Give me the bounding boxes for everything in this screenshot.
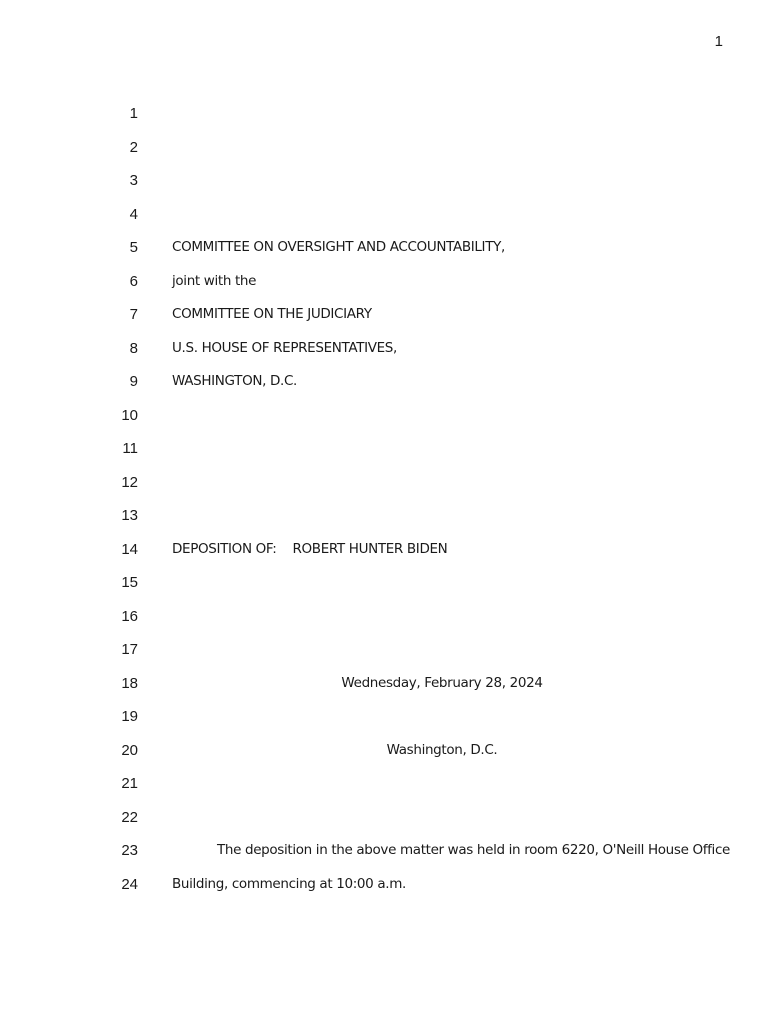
transcript-line xyxy=(0,734,768,768)
transcript-line xyxy=(0,432,768,466)
transcript-line xyxy=(0,667,768,701)
transcript-line xyxy=(0,198,768,232)
transcript-line xyxy=(0,265,768,299)
line-number: 14 xyxy=(121,540,138,558)
transcript-line xyxy=(0,700,768,734)
deposition-date: Wednesday, February 28, 2024 xyxy=(341,674,543,691)
line-number: 8 xyxy=(129,339,138,357)
deponent-name: ROBERT HUNTER BIDEN xyxy=(292,540,448,557)
line-number: 19 xyxy=(121,708,138,725)
line-number: 4 xyxy=(129,205,138,223)
line-number: 13 xyxy=(121,507,138,524)
transcript-line xyxy=(0,466,768,500)
transcript-line xyxy=(0,298,768,332)
transcript-line xyxy=(0,231,768,265)
deposition-of-line xyxy=(172,533,447,567)
line-number: 12 xyxy=(121,473,138,491)
line-number: 21 xyxy=(121,775,138,792)
transcript-line xyxy=(0,600,768,634)
line-number: 15 xyxy=(121,574,138,591)
transcript-line xyxy=(0,834,768,868)
committee-name: COMMITTEE ON OVERSIGHT AND ACCOUNTABILITY, xyxy=(172,239,505,255)
transcript-line xyxy=(0,97,768,131)
transcript-line xyxy=(0,566,768,600)
line-number: 2 xyxy=(129,138,138,156)
deposition-statement: The deposition in the above matter was held in room 6220, O'Neill House Office xyxy=(217,842,730,858)
transcript-line xyxy=(0,767,768,801)
line-number: 22 xyxy=(121,808,138,826)
joint-with-text: joint with the xyxy=(172,272,257,289)
transcript-line xyxy=(0,533,768,567)
line-number: 10 xyxy=(121,406,138,424)
location-text: WASHINGTON, D.C. xyxy=(172,373,297,389)
line-number: 3 xyxy=(129,172,138,189)
transcript-line xyxy=(0,499,768,533)
line-number: 9 xyxy=(129,373,138,390)
transcript-line xyxy=(0,332,768,366)
line-number: 20 xyxy=(121,741,138,759)
transcript-line xyxy=(0,131,768,165)
line-number: 7 xyxy=(129,306,138,323)
line-number: 5 xyxy=(129,239,138,256)
line-number: 1 xyxy=(129,105,138,122)
transcript-line xyxy=(0,164,768,198)
deposition-statement-continued: Building, commencing at 10:00 a.m. xyxy=(172,875,406,892)
page-number: 1 xyxy=(714,33,723,50)
line-number: 24 xyxy=(121,875,138,893)
line-number: 11 xyxy=(122,440,138,457)
house-name: U.S. HOUSE OF REPRESENTATIVES, xyxy=(172,339,397,356)
transcript-body xyxy=(0,97,768,901)
line-number: 17 xyxy=(121,641,138,658)
line-number: 16 xyxy=(121,607,138,625)
transcript-line xyxy=(0,801,768,835)
deposition-location: Washington, D.C. xyxy=(386,741,498,758)
transcript-line xyxy=(0,633,768,667)
line-number: 23 xyxy=(121,842,138,859)
deposition-label: DEPOSITION OF: xyxy=(172,540,277,557)
committee-name: COMMITTEE ON THE JUDICIARY xyxy=(172,306,372,322)
line-number: 6 xyxy=(129,272,138,290)
transcript-line xyxy=(0,399,768,433)
transcript-line xyxy=(0,365,768,399)
line-number: 18 xyxy=(121,674,138,692)
transcript-line xyxy=(0,868,768,902)
